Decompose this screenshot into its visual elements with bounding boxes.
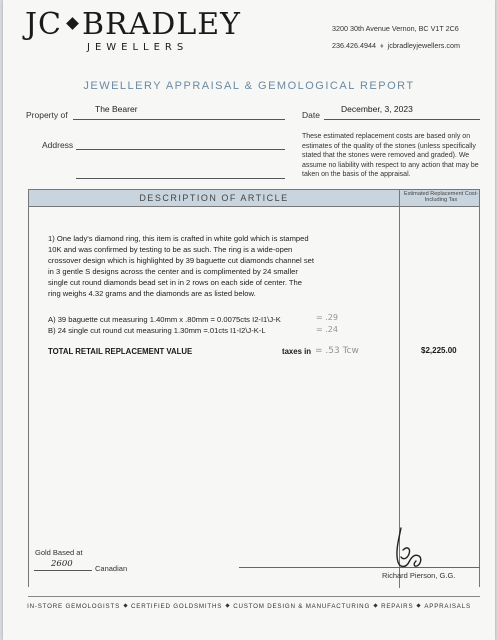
total-weight-note: = .53 Tcw [315,346,359,356]
property-value: The Bearer [95,104,138,114]
diamond-separator-icon: ♦ [379,41,384,50]
brand-subtitle: JEWELLERS [87,42,189,53]
table-header [29,190,479,207]
cost-header: Estimated Replacement Cost-Including Tax [403,191,479,204]
address-line-2 [76,178,285,179]
diamond-icon [66,17,79,30]
gold-line [34,570,92,571]
diamond-bullet-icon [123,603,127,607]
store-phone: 236.426.4944 [332,41,376,50]
total-label: TOTAL RETAIL REPLACEMENT VALUE [48,347,193,356]
address-label: Address [42,140,74,150]
signature-mark [389,526,429,572]
item-b-note: = .24 [316,325,338,334]
brand-name-left: JC [25,7,62,42]
store-address: 3200 30th Avenue Vernon, BC V1T 2C6 [332,24,459,33]
date-value: December, 3, 2023 [341,104,413,114]
footer-item: REPAIRS [381,603,414,610]
gold-label: Gold Based at [35,548,83,557]
footer-rule [28,596,480,597]
taxes-label: taxes in [282,347,312,356]
store-website: jcbradleyjewellers.com [387,41,460,50]
footer-item: APPRAISALS [424,603,471,610]
diamond-bullet-icon [226,603,230,607]
brand-name-right: BRADLEY [81,7,241,42]
signatory-name: Richard Pierson, G.G. [382,571,456,580]
item-b-line: B) 24 single cut round cut measuring 1.30mm =.01cts I1-I2\J-K-L [48,326,266,335]
appraisal-sheet [3,0,495,640]
disclaimer-text: These estimated replacement costs are based only on estimates of the quality of the stones (unless specifically stated that the stones were removed and graded). We assume no liability with respect to any action that may be taken on the basis of the appraisal. [302,133,479,179]
replacement-price: $2,225.00 [421,346,457,355]
report-title: JEWELLERY APPRAISAL & GEMOLOGICAL REPORT [83,80,415,92]
address-line-1 [76,149,285,150]
footer-item: CERTIFIED GOLDSMITHS [131,603,223,610]
item-a-line: A) 39 baguette cut measuring 1.40mm x .80mm = 0.0075cts I2-I1\J-K [48,315,281,324]
diamond-bullet-icon [373,603,377,607]
diamond-bullet-icon [417,603,421,607]
footer-services [3,603,495,610]
contact-line [332,41,460,50]
signature-line [239,567,480,568]
date-line [324,119,480,120]
footer-item: CUSTOM DESIGN & MANUFACTURING [233,603,371,610]
date-label: Date [302,110,320,120]
item-a-note: = .29 [316,313,338,322]
property-line [73,119,285,120]
gold-unit: Canadian [95,564,128,573]
article-description: 1) One lady's diamond ring, this item is crafted in white gold which is stamped 10K and was confirmed by testing to be as such. The ring is a wide-open crossover design which is highlighted by 39 baguette cut diamonds channel set in 3 gentle S designs across the center and is complimented by 24 smaller single cut round diamonds bead set in in 2 rows on each side of center. The ring weighs 4.32 grams and the diamonds are as listed below. [48,234,314,298]
description-header: DESCRIPTION OF ARTICLE [139,193,289,203]
gold-value: 2600 [51,559,73,569]
property-label: Property of [26,110,68,120]
footer-item: IN-STORE GEMOLOGISTS [27,603,120,610]
brand-logo [25,8,241,42]
